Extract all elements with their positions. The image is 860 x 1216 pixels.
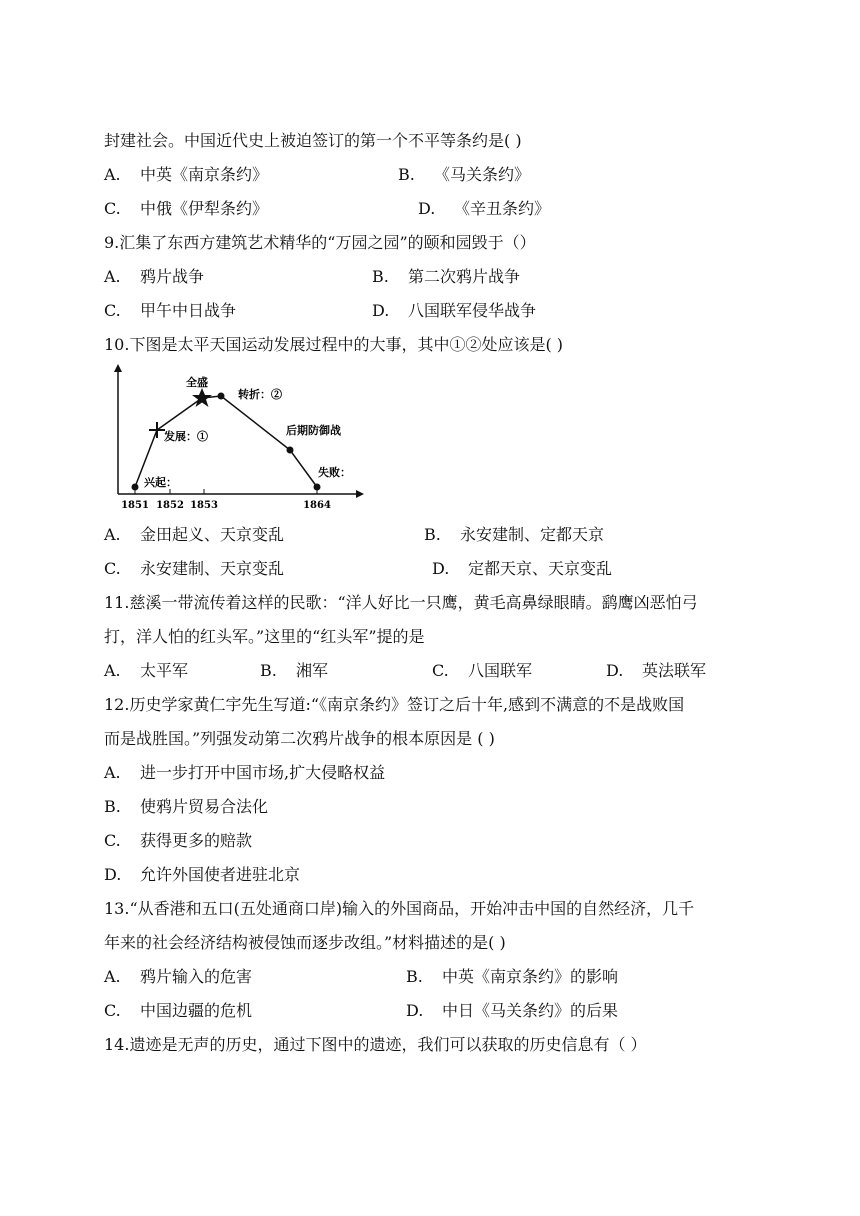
option-text: 鸦片战争 <box>140 267 205 286</box>
q12-option-b[interactable] <box>104 796 268 818</box>
option-text: 中英《南京条约》 <box>140 165 269 184</box>
trend-line <box>135 396 317 487</box>
q13-option-d[interactable] <box>406 1000 618 1022</box>
option-letter: C. <box>432 661 449 680</box>
option-text: 八国联军 <box>468 661 533 680</box>
q10-option-a[interactable] <box>104 524 284 546</box>
option-letter: B. <box>260 661 277 680</box>
label-peak: 全盛 <box>186 376 208 389</box>
q8-option-b[interactable] <box>398 164 530 186</box>
option-text: 第二次鸦片战争 <box>408 267 521 286</box>
year-1864: 1864 <box>303 500 331 510</box>
q11-option-d[interactable] <box>606 660 706 682</box>
option-text: 太平军 <box>140 661 189 680</box>
q10-stem: 10.下图是太平天国运动发展过程中的大事，其中①②处应该是( ) <box>104 335 564 354</box>
q13-stem-line1: 13.“从香港和五口(五处通商口岸)输入的外国商品，开始冲击中国的自然经济，几千 <box>104 899 695 918</box>
option-text: 中英《南京条约》的影响 <box>442 967 619 986</box>
option-letter: D. <box>372 301 390 320</box>
option-letter: D. <box>606 661 624 680</box>
option-letter: A. <box>104 967 121 986</box>
q14-stem: 14.遗迹是无声的历史，通过下图中的遗迹，我们可以获取的历史信息有（ ） <box>104 1035 647 1054</box>
q12-option-d[interactable] <box>104 864 300 886</box>
option-text: 中日《马关条约》的后果 <box>442 1001 619 1020</box>
q13-option-b[interactable] <box>406 966 618 988</box>
q12-option-c[interactable] <box>104 830 252 852</box>
q8-option-c[interactable] <box>104 198 268 220</box>
option-letter: D. <box>418 199 436 218</box>
label-develop: 发展：① <box>164 430 208 443</box>
option-letter: D. <box>406 1001 424 1020</box>
q12-stem-line1: 12.历史学家黄仁宇先生写道:“《南京条约》签订之后十年,感到不满意的不是战败国 <box>104 695 685 714</box>
q11-option-c[interactable] <box>432 660 532 682</box>
option-text: 获得更多的赔款 <box>140 831 253 850</box>
label-fail: 失败： <box>318 466 351 479</box>
option-text: 甲午中日战争 <box>140 301 237 320</box>
option-letter: B. <box>372 267 389 286</box>
option-letter: D. <box>104 865 122 884</box>
option-letter: C. <box>104 559 121 578</box>
label-late-defense: 后期防御战 <box>286 424 341 437</box>
option-text: 八国联军侵华战争 <box>408 301 537 320</box>
q12-stem-line2: 而是战胜国。”列强发动第二次鸦片战争的根本原因是 ( ) <box>104 729 495 748</box>
q9-stem: 9.汇集了东西方建筑艺术精华的“万园之园”的颐和园毁于（） <box>104 233 536 252</box>
option-letter: A. <box>104 267 121 286</box>
q9-option-c[interactable] <box>104 300 236 322</box>
q13-option-a[interactable] <box>104 966 252 988</box>
q8-option-a[interactable] <box>104 164 268 186</box>
option-text: 鸦片输入的危害 <box>140 967 253 986</box>
q11-stem-line2: 打，洋人怕的红头军。”这里的“红头军”提的是 <box>104 627 425 646</box>
option-letter: B. <box>424 525 441 544</box>
option-letter: B. <box>406 967 423 986</box>
q11-option-a[interactable] <box>104 660 188 682</box>
option-letter: C. <box>104 831 121 850</box>
option-text: 定都天京、天京变乱 <box>468 559 613 578</box>
turn-point <box>218 393 225 400</box>
q11-stem-line1: 11.慈溪一带流传着这样的民歌：“洋人好比一只鹰，黄毛高鼻绿眼睛。鹞鹰凶恶怕弓 <box>104 593 698 612</box>
option-letter: B. <box>104 797 121 816</box>
year-1852: 1852 <box>156 500 184 510</box>
option-text: 进一步打开中国市场,扩大侵略权益 <box>140 763 386 782</box>
option-letter: A. <box>104 165 121 184</box>
late-defense-point <box>287 447 294 454</box>
q10-option-b[interactable] <box>424 524 604 546</box>
option-text: 《马关条约》 <box>434 165 531 184</box>
label-rise: 兴起： <box>144 476 177 489</box>
x-axis-arrow <box>356 490 364 498</box>
develop-cross-marker <box>149 422 165 438</box>
q12-option-a[interactable] <box>104 762 385 784</box>
option-letter: A. <box>104 525 121 544</box>
option-text: 英法联军 <box>642 661 707 680</box>
option-text: 中国边疆的危机 <box>140 1001 253 1020</box>
q9-option-d[interactable] <box>372 300 536 322</box>
option-text: 湘军 <box>296 661 329 680</box>
rise-point <box>132 484 139 491</box>
option-letter: D. <box>432 559 450 578</box>
option-letter: C. <box>104 199 121 218</box>
q10-option-d[interactable] <box>432 558 612 580</box>
option-letter: B. <box>398 165 415 184</box>
q11-option-b[interactable] <box>260 660 328 682</box>
q13-stem-line2: 年来的社会经济结构被侵蚀而逐步改组。”材料描述的是( ) <box>104 933 506 952</box>
option-letter: C. <box>104 301 121 320</box>
taiping-timeline-figure <box>100 360 370 510</box>
option-letter: A. <box>104 763 121 782</box>
option-text: 《辛丑条约》 <box>454 199 551 218</box>
option-text: 永安建制、天京变乱 <box>140 559 285 578</box>
year-1853: 1853 <box>190 500 218 510</box>
option-text: 允许外国使者进驻北京 <box>140 865 301 884</box>
option-letter: C. <box>104 1001 121 1020</box>
year-1851: 1851 <box>121 500 149 510</box>
q8-option-d[interactable] <box>418 198 550 220</box>
q9-option-a[interactable] <box>104 266 204 288</box>
q10-option-c[interactable] <box>104 558 284 580</box>
fail-point <box>314 484 321 491</box>
q9-option-b[interactable] <box>372 266 520 288</box>
option-text: 中俄《伊犁条约》 <box>140 199 269 218</box>
label-turn: 转折：② <box>238 388 282 401</box>
option-text: 使鸦片贸易合法化 <box>140 797 269 816</box>
q8-stem-end: 封建社会。中国近代史上被迫签订的第一个不平等条约是( ) <box>104 131 522 150</box>
y-axis-arrow <box>114 364 122 372</box>
q13-option-c[interactable] <box>104 1000 252 1022</box>
option-text: 永安建制、定都天京 <box>460 525 605 544</box>
option-letter: A. <box>104 661 121 680</box>
option-text: 金田起义、天京变乱 <box>140 525 285 544</box>
